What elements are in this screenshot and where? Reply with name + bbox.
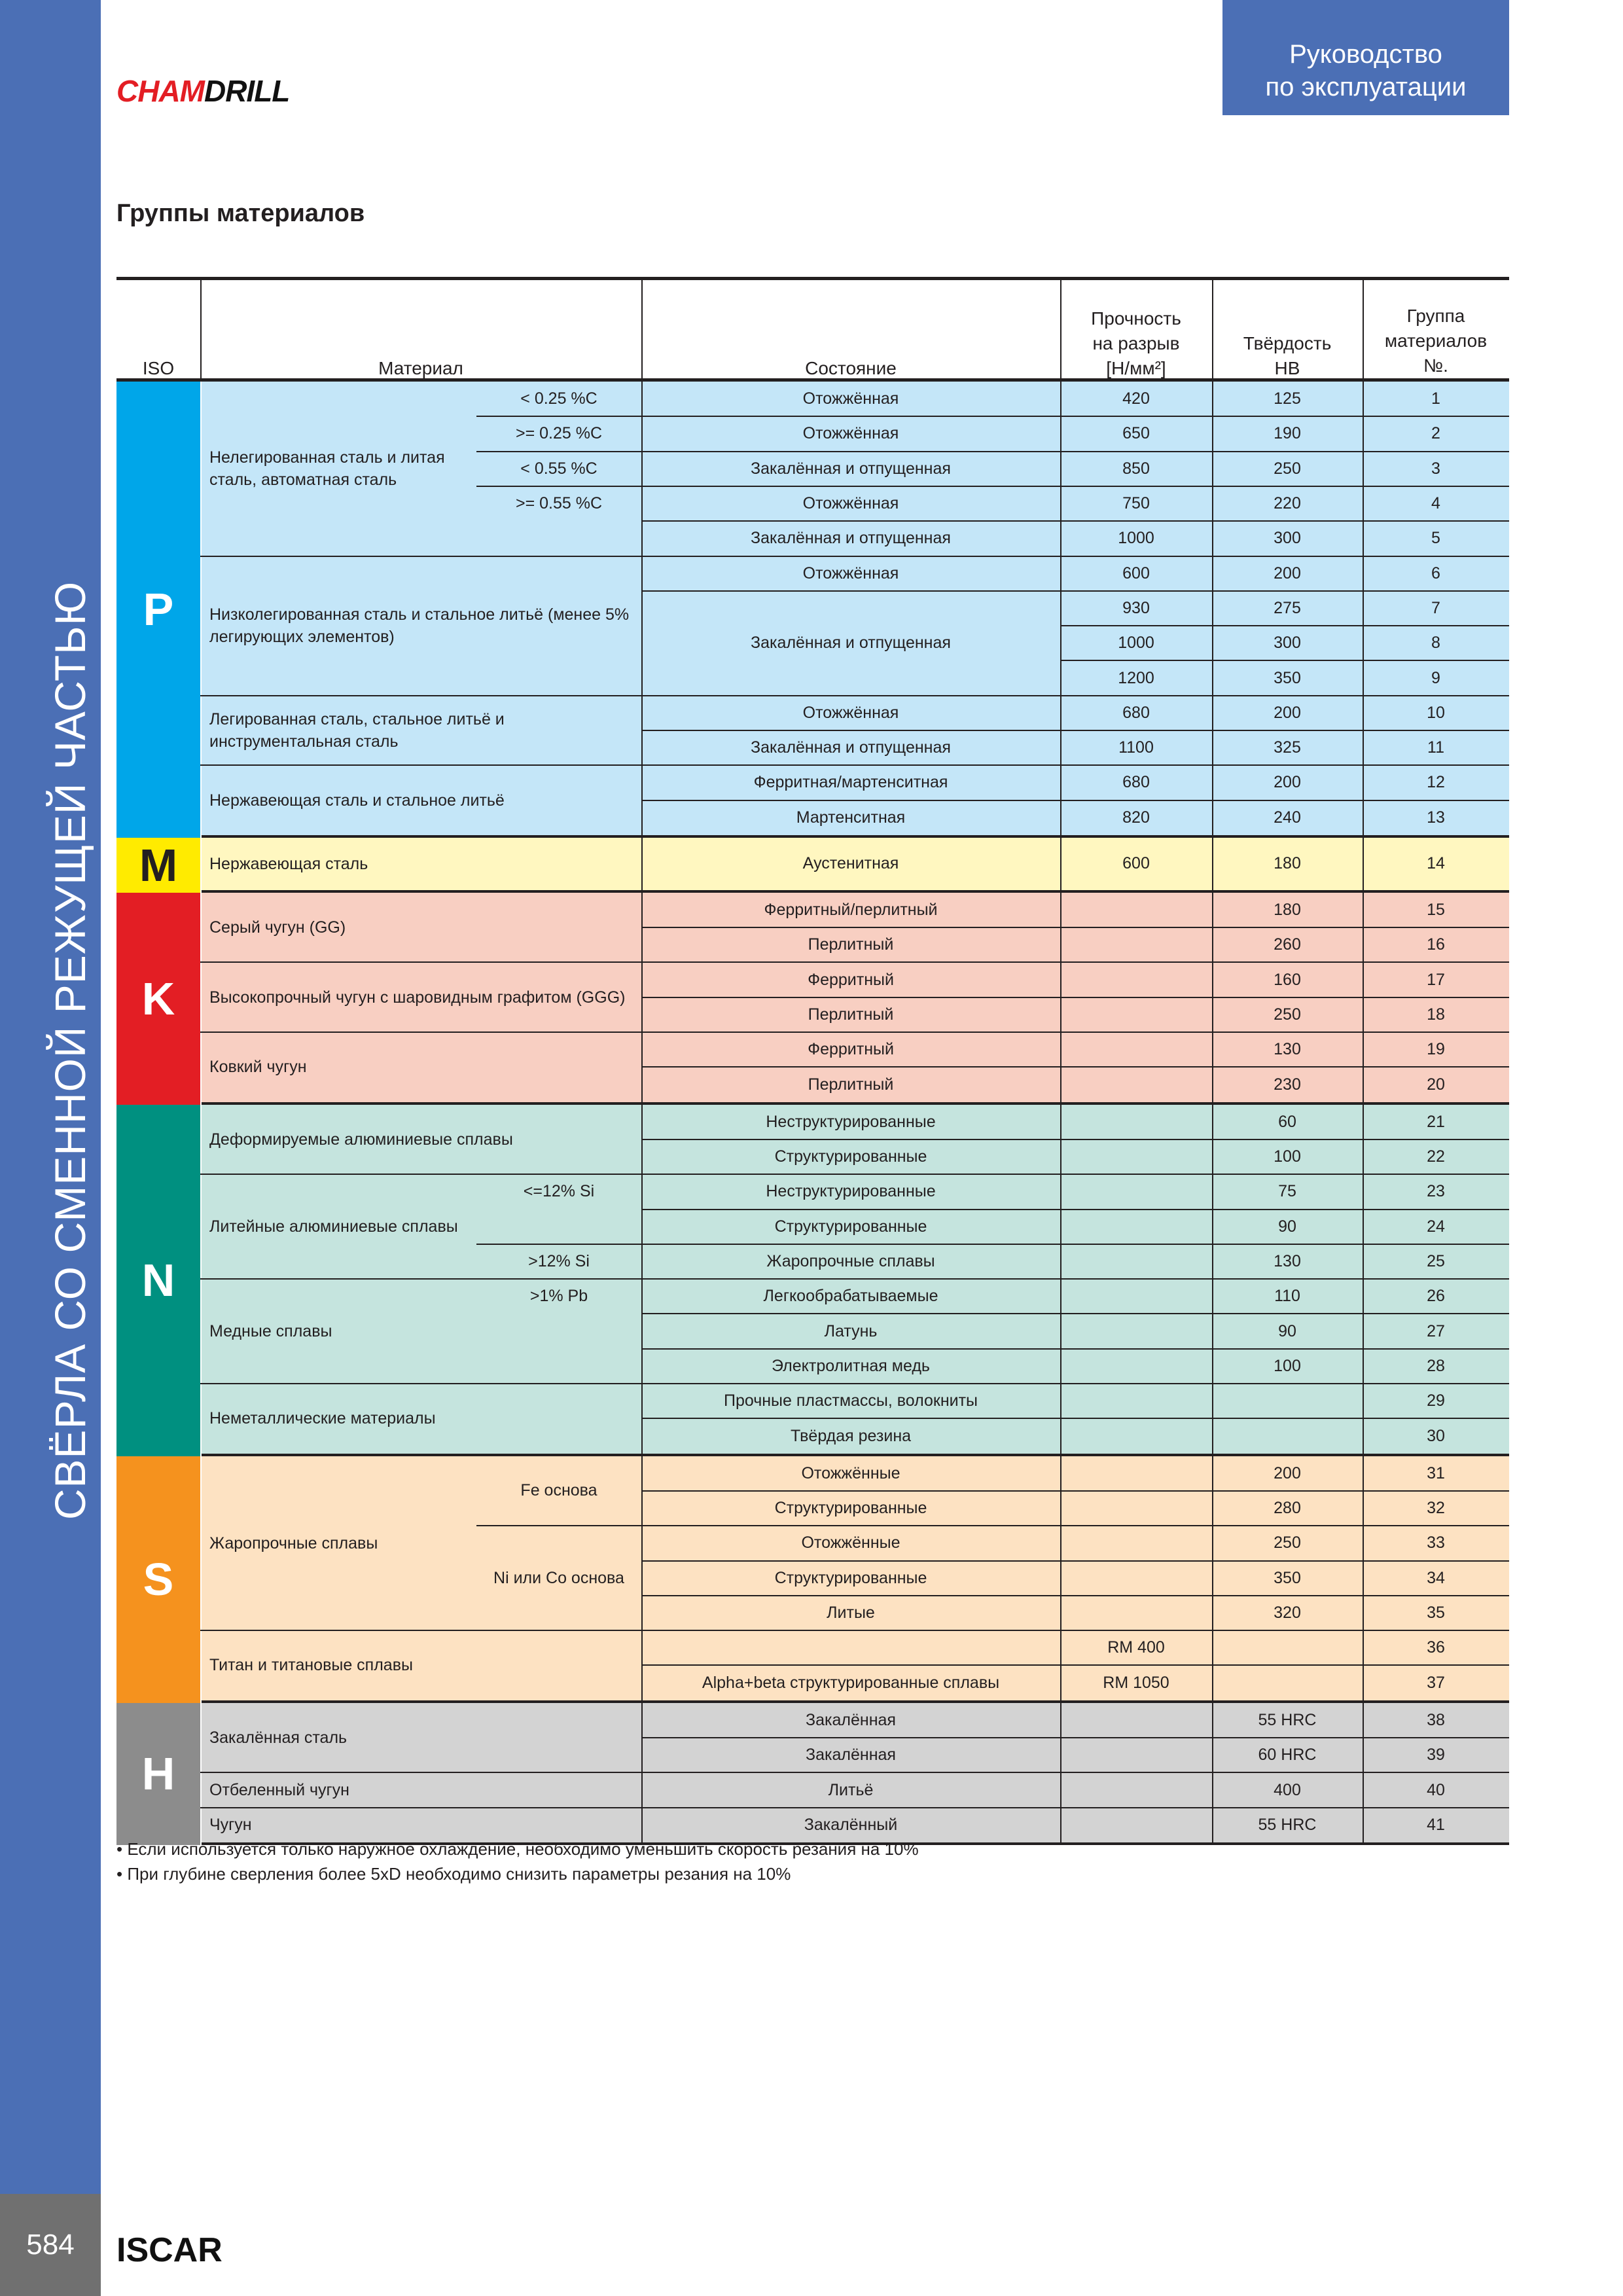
- group-number-cell: 10: [1427, 703, 1445, 722]
- tensile-strength-cell: [1060, 1279, 1212, 1314]
- material-subtype: Ni или Co основа: [493, 1568, 624, 1587]
- tensile-strength-cell: 1000: [1118, 634, 1154, 653]
- group-number-cell: 3: [1431, 459, 1440, 478]
- group-number-cell: 22: [1427, 1147, 1445, 1166]
- group-number-cell: 34: [1427, 1568, 1445, 1587]
- group-number-cell: 6: [1431, 564, 1440, 583]
- condition-cell: Структурированные: [774, 1217, 927, 1236]
- tensile-strength-cell: [1060, 1772, 1212, 1807]
- condition-cell: Закалённая и отпущенная: [751, 738, 951, 757]
- group-number-cell: 39: [1427, 1746, 1445, 1765]
- header-condition: Состояние: [805, 358, 897, 378]
- tensile-strength-cell: 1200: [1118, 668, 1154, 687]
- condition-cell: Отожжённая: [802, 494, 899, 513]
- footnote-2: • При глубине сверления более 5xD необходимо снизить параметры резания на 10%: [116, 1864, 791, 1884]
- condition-cell: Структурированные: [774, 1499, 927, 1518]
- condition-cell: Ферритный/перлитный: [764, 901, 938, 920]
- tensile-strength-cell: [1060, 1384, 1212, 1418]
- tensile-strength-cell: [1060, 1491, 1212, 1526]
- user-guide-badge: [1222, 0, 1509, 115]
- material-name: Медные сплавы: [209, 1322, 332, 1341]
- material-name: Легированная сталь, стальное литьё и инструментальная сталь: [209, 709, 505, 751]
- hardness-cell: 190: [1274, 424, 1301, 443]
- group-number-cell: 30: [1427, 1426, 1445, 1445]
- hardness-cell: 280: [1274, 1499, 1301, 1518]
- tensile-strength-cell: [1060, 1561, 1212, 1596]
- hardness-cell: 275: [1274, 598, 1301, 617]
- iso-letter: N: [116, 1105, 200, 1456]
- material-subtype: >= 0.25 %C: [515, 424, 603, 443]
- condition-cell: Жаропрочные сплавы: [766, 1252, 935, 1271]
- tensile-strength-cell: [1060, 1738, 1212, 1772]
- hardness-cell: 60: [1278, 1112, 1296, 1131]
- iso-letter: S: [116, 1456, 200, 1703]
- tensile-strength-cell: 600: [1122, 854, 1150, 873]
- hardness-cell: 250: [1274, 1005, 1301, 1024]
- page-number: 584: [26, 2229, 75, 2261]
- hardness-cell: 90: [1278, 1217, 1296, 1236]
- tensile-strength-cell: [1060, 1703, 1212, 1738]
- group-number-cell: 35: [1427, 1604, 1445, 1623]
- condition-cell: Отожжённая: [802, 703, 899, 722]
- hardness-cell: [1212, 1630, 1363, 1665]
- condition-cell: Alpha+beta структурированные сплавы: [702, 1673, 1000, 1692]
- group-number-cell: 19: [1427, 1040, 1445, 1059]
- group-number-cell: 27: [1427, 1321, 1445, 1340]
- group-number-cell: 38: [1427, 1710, 1445, 1729]
- tensile-strength-cell: RM 1050: [1103, 1673, 1169, 1692]
- condition-cell: Отожжённая: [802, 389, 899, 408]
- guide-line-2: по эксплуатации: [1265, 73, 1467, 101]
- group-number-cell: 24: [1427, 1217, 1445, 1236]
- condition-cell: Отожжённая: [802, 424, 899, 443]
- group-number-cell: 13: [1427, 808, 1445, 827]
- header-iso: ISO: [142, 358, 175, 378]
- hardness-cell: 100: [1274, 1147, 1301, 1166]
- tensile-strength-cell: 930: [1122, 598, 1150, 617]
- hardness-cell: 250: [1274, 1534, 1301, 1552]
- hardness-cell: 250: [1274, 459, 1301, 478]
- hardness-cell: 130: [1274, 1252, 1301, 1271]
- tensile-strength-cell: [1060, 1456, 1212, 1491]
- iso-block-p: [116, 382, 1509, 838]
- material-name: Жаропрочные сплавы: [209, 1534, 378, 1552]
- material-subtype: < 0.55 %C: [520, 459, 597, 478]
- group-number-cell: 4: [1431, 494, 1440, 513]
- guide-line-1: Руководство: [1289, 40, 1442, 69]
- condition-cell: Неструктурированные: [766, 1182, 936, 1201]
- iso-letter: H: [116, 1703, 200, 1845]
- material-subtype: < 0.25 %C: [520, 389, 597, 408]
- condition-cell: Отожжённые: [801, 1534, 901, 1552]
- hardness-cell: 110: [1274, 1287, 1300, 1306]
- condition-cell: Отожжённые: [801, 1463, 901, 1482]
- iso-block-n: [116, 1105, 1509, 1456]
- condition-cell: Закалённая и отпущенная: [751, 634, 951, 653]
- sidebar: [0, 0, 101, 2296]
- condition-cell: Латунь: [824, 1321, 878, 1340]
- hardness-cell: 325: [1274, 738, 1301, 757]
- condition-cell: Твёрдая резина: [790, 1426, 912, 1445]
- group-number-cell: 2: [1431, 424, 1440, 443]
- group-number-cell: 25: [1427, 1252, 1445, 1271]
- chamdrill-logo: CHAMDRILL: [116, 74, 290, 108]
- material-name: Закалённая сталь: [209, 1729, 348, 1748]
- header-group-number: Группа материалов №.: [1384, 306, 1488, 376]
- tensile-strength-cell: 820: [1122, 808, 1150, 827]
- condition-cell: [641, 1630, 1060, 1665]
- material-subtype: >1% Pb: [529, 1287, 588, 1306]
- group-number-cell: 11: [1427, 738, 1444, 757]
- tensile-strength-cell: 600: [1122, 564, 1150, 583]
- tensile-strength-cell: 420: [1122, 389, 1150, 408]
- hardness-cell: [1212, 1418, 1363, 1453]
- hardness-cell: 60 HRC: [1258, 1746, 1317, 1765]
- hardness-cell: 75: [1278, 1182, 1296, 1201]
- hardness-cell: 200: [1274, 564, 1301, 583]
- hardness-cell: 180: [1274, 901, 1301, 920]
- group-number-cell: 23: [1427, 1182, 1445, 1201]
- iso-letter: M: [116, 838, 200, 893]
- hardness-cell: 200: [1274, 703, 1301, 722]
- material-name: Высокопрочный чугун с шаровидным графитом (GGG): [209, 988, 626, 1007]
- hardness-cell: 55 HRC: [1258, 1710, 1317, 1729]
- header-hardness: Твёрдость HB: [1243, 333, 1332, 378]
- tensile-strength-cell: 1000: [1118, 529, 1154, 548]
- group-number-cell: 26: [1427, 1287, 1445, 1306]
- tensile-strength-cell: 680: [1122, 773, 1150, 792]
- tensile-strength-cell: [1060, 927, 1212, 962]
- tensile-strength-cell: [1060, 1349, 1212, 1384]
- material-subtype: <=12% Si: [523, 1182, 595, 1201]
- tensile-strength-cell: [1060, 997, 1212, 1032]
- table-header: [116, 277, 1509, 382]
- tensile-strength-cell: [1060, 1526, 1212, 1560]
- tensile-strength-cell: RM 400: [1107, 1638, 1165, 1657]
- tensile-strength-cell: [1060, 1210, 1212, 1244]
- iso-block-s: [116, 1456, 1509, 1703]
- condition-cell: Ферритная/мартенситная: [753, 773, 948, 792]
- tensile-strength-cell: [1060, 1032, 1212, 1067]
- material-name: Отбеленный чугун: [209, 1781, 349, 1800]
- condition-cell: Мартенситная: [796, 808, 906, 827]
- hardness-cell: 350: [1274, 668, 1301, 687]
- condition-cell: Структурированные: [774, 1147, 927, 1166]
- group-number-cell: 5: [1431, 529, 1440, 548]
- condition-cell: Перлитный: [808, 1005, 894, 1024]
- header-strength: Прочность на разрыв [Н/мм²]: [1091, 308, 1181, 378]
- condition-cell: Отожжённая: [802, 564, 899, 583]
- iso-block-k: [116, 893, 1509, 1105]
- page-number-box: [0, 2194, 101, 2296]
- hardness-cell: 230: [1274, 1075, 1301, 1094]
- hardness-cell: 300: [1274, 529, 1301, 548]
- hardness-cell: 160: [1274, 970, 1301, 989]
- material-subtype: >= 0.55 %C: [515, 494, 603, 513]
- group-number-cell: 37: [1427, 1673, 1445, 1692]
- condition-cell: Литьё: [828, 1780, 874, 1799]
- condition-cell: Закалённая: [806, 1746, 896, 1765]
- condition-cell: Структурированные: [774, 1568, 927, 1587]
- condition-cell: Ферритный: [808, 1040, 894, 1059]
- tensile-strength-cell: [1060, 1808, 1212, 1842]
- iso-letter: P: [116, 382, 200, 838]
- group-number-cell: 36: [1427, 1638, 1445, 1657]
- condition-cell: Прочные пластмассы, волокниты: [723, 1391, 978, 1410]
- material-name: Серый чугун (GG): [209, 918, 346, 937]
- material-name: Нержавеющая сталь: [209, 854, 368, 873]
- section-title: Группы материалов: [116, 200, 365, 227]
- tensile-strength-cell: 680: [1122, 703, 1150, 722]
- material-name: Чугун: [209, 1816, 252, 1835]
- condition-cell: Перлитный: [808, 1075, 894, 1094]
- hardness-cell: [1212, 1665, 1363, 1700]
- condition-cell: Закалённая: [806, 1710, 896, 1729]
- group-number-cell: 7: [1431, 598, 1440, 617]
- material-name: Титан и титановые сплавы: [209, 1656, 413, 1675]
- group-number-cell: 16: [1427, 935, 1445, 954]
- condition-cell: Легкообрабатываемые: [763, 1287, 938, 1306]
- group-number-cell: 28: [1427, 1356, 1445, 1375]
- tensile-strength-cell: [1060, 1067, 1212, 1102]
- tensile-strength-cell: [1060, 1418, 1212, 1453]
- hardness-cell: 400: [1274, 1780, 1301, 1799]
- material-name: Литейные алюминиевые сплавы: [209, 1217, 458, 1236]
- tensile-strength-cell: [1060, 1596, 1212, 1630]
- hardness-cell: 90: [1278, 1321, 1296, 1340]
- hardness-cell: 55 HRC: [1258, 1815, 1317, 1834]
- group-number-cell: 41: [1427, 1815, 1445, 1834]
- group-number-cell: 20: [1427, 1075, 1445, 1094]
- group-number-cell: 21: [1427, 1112, 1445, 1131]
- iso-block-h: [116, 1703, 1509, 1845]
- tensile-strength-cell: [1060, 1244, 1212, 1279]
- material-name: Неметаллические материалы: [209, 1409, 436, 1428]
- group-number-cell: 1: [1431, 389, 1440, 408]
- material-name: Ковкий чугун: [209, 1058, 307, 1077]
- tensile-strength-cell: 750: [1122, 494, 1150, 513]
- material-name: Низколегированная сталь и стальное литьё (менее 5% легирующих элементов): [209, 605, 630, 647]
- tensile-strength-cell: [1060, 962, 1212, 997]
- group-number-cell: 33: [1427, 1534, 1445, 1552]
- sidebar-title: СВЁРЛА СО СМЕННОЙ РЕЖУЩЕЙ ЧАСТЬЮ: [46, 581, 94, 1520]
- condition-cell: Неструктурированные: [766, 1112, 936, 1131]
- header-material: Материал: [378, 358, 463, 378]
- hardness-cell: 130: [1274, 1040, 1301, 1059]
- hardness-cell: 320: [1274, 1604, 1301, 1623]
- condition-cell: Перлитный: [808, 935, 894, 954]
- tensile-strength-cell: [1060, 893, 1212, 927]
- tensile-strength-cell: [1060, 1174, 1212, 1209]
- group-number-cell: 9: [1431, 668, 1440, 687]
- material-name: Нелегированная сталь и литая сталь, автоматная сталь: [209, 448, 445, 490]
- footnote-1: • Если используется только наружное охлаждение, необходимо уменьшить скорость резания на 10%: [116, 1839, 919, 1859]
- group-number-cell: 32: [1427, 1499, 1445, 1518]
- hardness-cell: 350: [1274, 1568, 1301, 1587]
- group-number-cell: 40: [1427, 1780, 1445, 1799]
- group-number-cell: 29: [1427, 1391, 1445, 1410]
- hardness-cell: 300: [1274, 634, 1301, 653]
- footnotes: [116, 1837, 919, 1886]
- iso-block-m: [116, 838, 1509, 893]
- iso-letter: K: [116, 893, 200, 1105]
- hardness-cell: 125: [1274, 389, 1301, 408]
- condition-cell: Ферритный: [808, 970, 894, 989]
- hardness-cell: [1212, 1384, 1363, 1418]
- group-number-cell: 31: [1427, 1463, 1445, 1482]
- hardness-cell: 200: [1274, 1463, 1301, 1482]
- group-number-cell: 12: [1427, 773, 1445, 792]
- tensile-strength-cell: [1060, 1314, 1212, 1348]
- condition-cell: Литые: [827, 1604, 875, 1623]
- group-number-cell: 8: [1431, 634, 1440, 653]
- iscar-brand: ISCAR: [116, 2231, 223, 2269]
- material-name: Нержавеющая сталь и стальное литьё: [209, 791, 505, 810]
- hardness-cell: 200: [1274, 773, 1301, 792]
- group-number-cell: 18: [1427, 1005, 1445, 1024]
- hardness-cell: 240: [1274, 808, 1301, 827]
- condition-cell: Аустенитная: [802, 854, 899, 873]
- hardness-cell: 180: [1274, 854, 1301, 873]
- hardness-cell: 260: [1274, 935, 1301, 954]
- tensile-strength-cell: 1100: [1118, 738, 1154, 757]
- tensile-strength-cell: [1060, 1139, 1212, 1174]
- group-number-cell: 17: [1427, 970, 1445, 989]
- group-number-cell: 14: [1427, 854, 1445, 873]
- tensile-strength-cell: 850: [1122, 459, 1150, 478]
- tensile-strength-cell: 650: [1122, 424, 1150, 443]
- condition-cell: Закалённая и отпущенная: [751, 459, 951, 478]
- material-subtype: >12% Si: [528, 1252, 590, 1271]
- group-number-cell: 15: [1427, 901, 1445, 920]
- condition-cell: Закалённая и отпущенная: [751, 529, 951, 548]
- material-subtype: Fe основа: [520, 1481, 597, 1500]
- hardness-cell: 100: [1274, 1356, 1301, 1375]
- condition-cell: Закалённый: [804, 1815, 898, 1834]
- condition-cell: Электролитная медь: [772, 1356, 930, 1375]
- tensile-strength-cell: [1060, 1105, 1212, 1139]
- material-name: Деформируемые алюминиевые сплавы: [209, 1130, 513, 1149]
- hardness-cell: 220: [1274, 494, 1301, 513]
